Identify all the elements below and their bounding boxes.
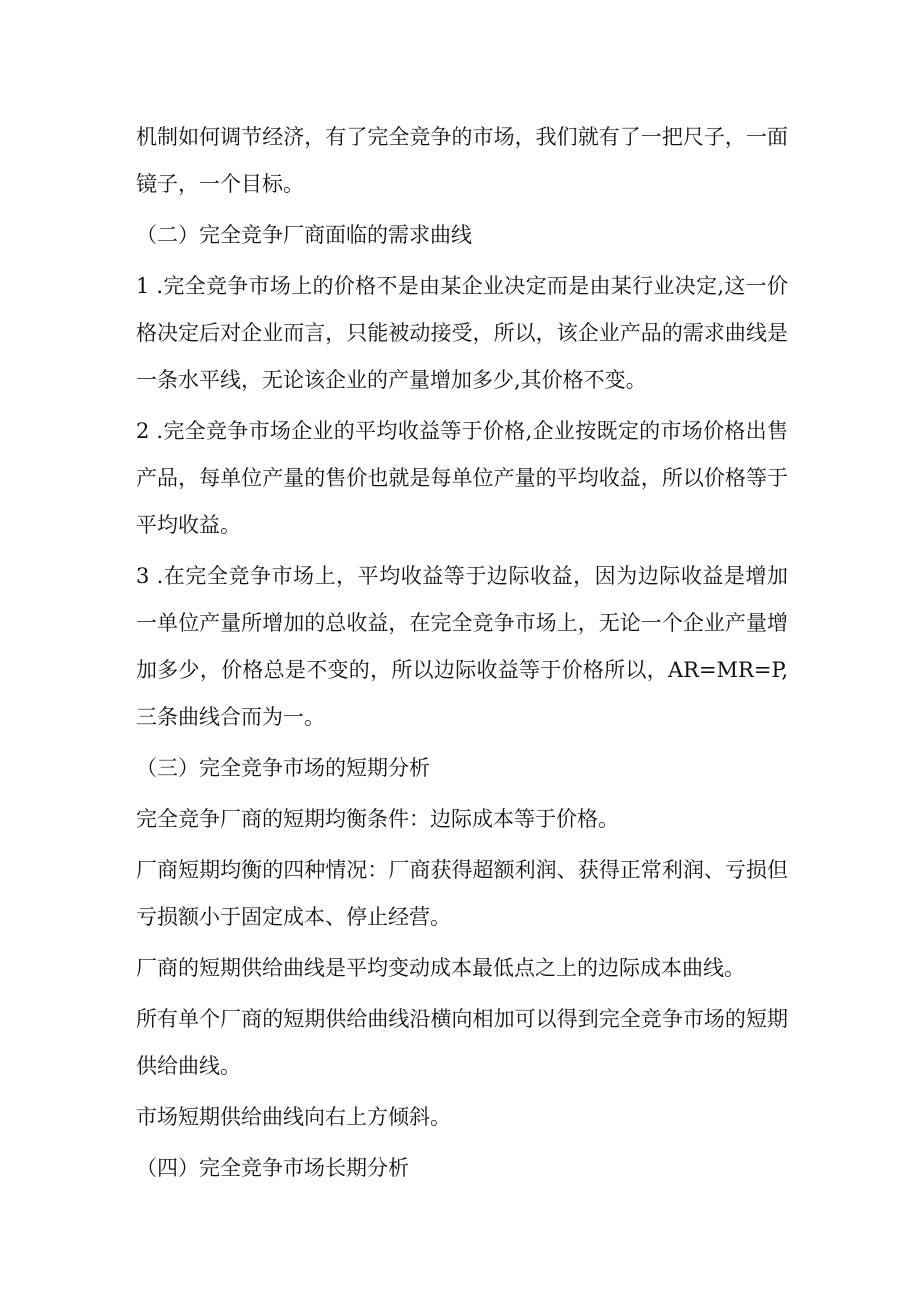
paragraph-equilibrium-condition: 完全竞争厂商的短期均衡条件：边际成本等于价格。 xyxy=(136,807,619,831)
document-body xyxy=(136,114,788,1196)
paragraph-four-cases: 厂商短期均衡的四种情况：厂商获得超额利润、获得正常利润、亏损但亏损额小于固定成本、停止经营。 xyxy=(136,858,788,929)
section-heading-long-run: （四）完全竞争市场长期分析 xyxy=(136,1156,409,1180)
paragraph-point-1: 1 .完全竞争市场上的价格不是由某企业决定而是由某行业决定,这一价格决定后对企业而言，只能被动接受，所以，该企业产品的需求曲线是一条水平线，无论该企业的产量增加多少,其价格不变。 xyxy=(136,274,788,392)
paragraph-point-3: 3 .在完全竞争市场上，平均收益等于边际收益，因为边际收益是增加一单位产量所增加的总收益，在完全竞争市场上，无论一个企业产量增加多少，价格总是不变的，所以边际收益等于价格所以，AR=MR=P,三条曲线合而为一。 xyxy=(136,564,788,729)
section-heading-demand-curve: （二）完全竞争厂商面临的需求曲线 xyxy=(136,223,472,247)
paragraph-market-supply: 所有单个厂商的短期供给曲线沿横向相加可以得到完全竞争市场的短期供给曲线。 xyxy=(136,1007,788,1078)
paragraph-supply-curve: 厂商的短期供给曲线是平均变动成本最低点之上的边际成本曲线。 xyxy=(136,956,745,980)
section-heading-short-run: （三）完全竞争市场的短期分析 xyxy=(136,756,430,780)
paragraph-upward-slope: 市场短期供给曲线向右上方倾斜。 xyxy=(136,1105,451,1129)
paragraph-intro-continuation: 机制如何调节经济，有了完全竞争的市场，我们就有了一把尺子，一面镜子，一个目标。 xyxy=(136,125,788,196)
paragraph-point-2: 2 .完全竞争市场企业的平均收益等于价格,企业按既定的市场价格出售产品，每单位产量的售价也就是每单位产量的平均收益，所以价格等于平均收益。 xyxy=(136,419,788,537)
